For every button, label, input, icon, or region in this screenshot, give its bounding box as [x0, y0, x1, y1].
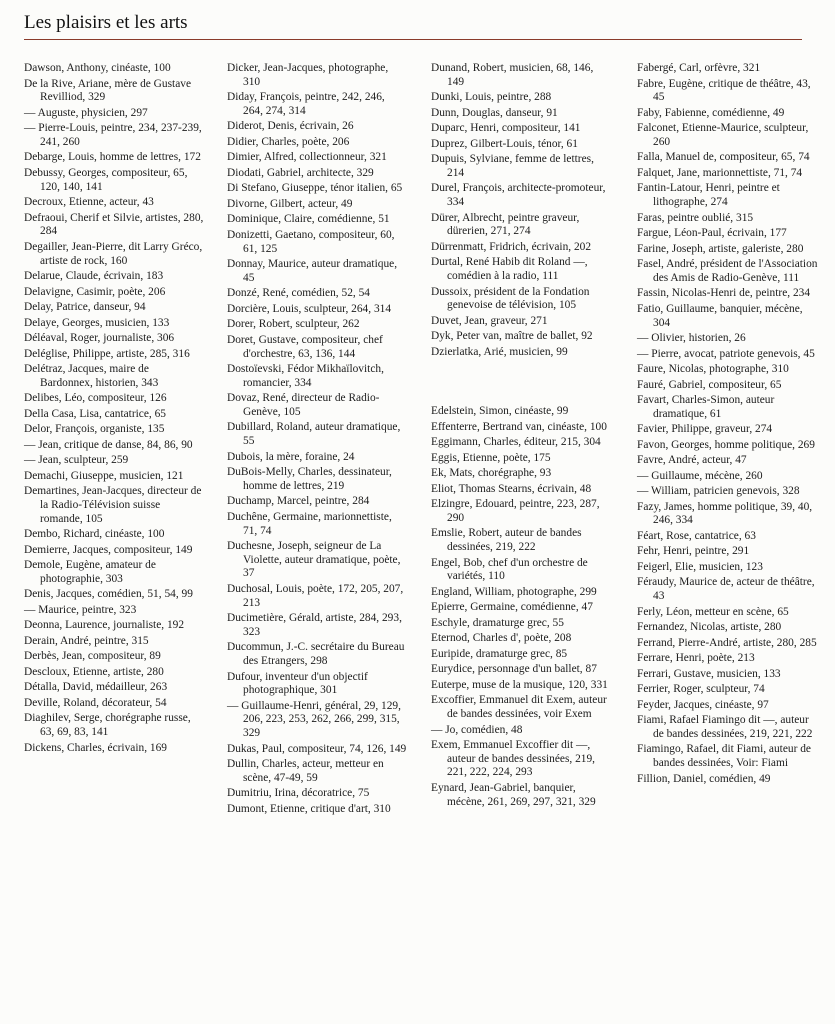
index-entry: Durtal, René Habib dit Roland —, comédien à la radio, 111 — [431, 256, 588, 283]
index-entry: Derbès, Jean, compositeur, 89 — [24, 650, 161, 663]
index-entry: Falconet, Etienne-Maurice, sculpteur, 260 — [637, 122, 809, 148]
index-entry: — William, patricien genevois, 328 — [637, 485, 800, 498]
index-entry: Deonna, Laurence, journaliste, 192 — [24, 619, 185, 632]
index-entry: Dunn, Douglas, danseur, 91 — [431, 106, 558, 119]
index-entry: Duparc, Henri, compositeur, 141 — [431, 122, 581, 135]
index-entry: Fabergé, Carl, orfèvre, 321 — [637, 62, 761, 74]
index-entry: — Pierre, avocat, patriote genevois, 45 — [637, 347, 815, 360]
index-entry: Duchosal, Louis, poète, 172, 205, 207, 213 — [227, 582, 404, 609]
index-entry: Dubillard, Roland, auteur dramatique, 55 — [227, 421, 401, 448]
index-entry: Favart, Charles-Simon, auteur dramatique, 61 — [637, 394, 775, 420]
index-entry: Dunki, Louis, peintre, 288 — [431, 91, 552, 104]
index-entry: Emslie, Robert, auteur de bandes dessinées, 219, 222 — [431, 527, 582, 554]
index-entry: Diodati, Gabriel, architecte, 329 — [227, 166, 374, 179]
index-entry: Ferly, Léon, metteur en scène, 65 — [637, 605, 789, 618]
index-entry: Ducimetière, Gérald, artiste, 284, 293, 323 — [227, 612, 402, 638]
header-rule — [24, 39, 802, 40]
letter-gap — [431, 361, 611, 405]
index-entry: Fiamingo, Rafael, dit Fiami, auteur de bandes dessinées, Voir: Fiami — [637, 743, 811, 770]
index-entry: Fillion, Daniel, comédien, 49 — [637, 772, 771, 785]
index-entry: Donizetti, Gaetano, compositeur, 60, 61, 125 — [227, 228, 395, 255]
index-column-3 — [431, 62, 611, 811]
index-entry: Feigerl, Elie, musicien, 123 — [637, 560, 763, 573]
index-entry: Eynard, Jean-Gabriel, banquier, mécène, 261, 269, 297, 321, 329 — [431, 781, 596, 808]
index-entry: Demierre, Jacques, compositeur, 149 — [24, 543, 193, 556]
page-header — [24, 10, 804, 36]
index-entry: Faby, Fabienne, comédienne, 49 — [637, 106, 785, 119]
index-entry: Dostoïevski, Fédor Mikhaïlovitch, romancier, 334 — [227, 363, 384, 389]
index-entry: Dimier, Alfred, collectionneur, 321 — [227, 151, 387, 164]
index-entry: Debarge, Louis, homme de lettres, 172 — [24, 151, 201, 164]
page-title: Les plaisirs et les arts — [24, 12, 188, 33]
index-entry: Edelstein, Simon, cinéaste, 99 — [431, 405, 569, 418]
index-entry: Favon, Georges, homme politique, 269 — [637, 438, 815, 451]
index-entry: Dupuis, Sylviane, femme de lettres, 214 — [431, 153, 594, 179]
index-entry: Ek, Mats, chorégraphe, 93 — [431, 467, 552, 480]
index-entry: Exem, Emmanuel Excoffier dit —, auteur de bandes dessinées, 219, 221, 222, 224, 293 — [431, 739, 596, 779]
index-entry: Delétraz, Jacques, maire de Bardonnex, historien, 343 — [24, 363, 159, 389]
index-entry: Eschyle, dramaturge grec, 55 — [431, 616, 564, 629]
index-entry: — Jean, sculpteur, 259 — [24, 454, 129, 467]
index-entry: Fauré, Gabriel, compositeur, 65 — [637, 378, 782, 391]
index-entry: Defraoui, Cherif et Silvie, artistes, 280, 284 — [24, 211, 204, 238]
index-entry: Dorer, Robert, sculpteur, 262 — [227, 318, 360, 331]
index-entry: — Olivier, historien, 26 — [637, 332, 746, 345]
index-entry: Di Stefano, Giuseppe, ténor italien, 65 — [227, 182, 403, 195]
index-entry: Delaye, Georges, musicien, 133 — [24, 316, 170, 329]
index-entry: Epierre, Germaine, comédienne, 47 — [431, 601, 593, 614]
index-entry: Deville, Roland, décorateur, 54 — [24, 696, 167, 709]
index-entry: Dzierlatka, Arié, musicien, 99 — [431, 345, 568, 358]
index-entry: Delavigne, Casimir, poète, 206 — [24, 285, 166, 298]
index-entry: Delarue, Claude, écrivain, 183 — [24, 270, 164, 283]
index-entry: Duchesne, Joseph, seigneur de La Violette, auteur dramatique, poète, 37 — [227, 540, 401, 580]
index-entry: Fazy, James, homme politique, 39, 40, 246, 334 — [637, 500, 813, 527]
index-entry: Effenterre, Bertrand van, cinéaste, 100 — [431, 420, 607, 433]
index-entry: Demole, Eugène, amateur de photographie, 303 — [24, 559, 156, 585]
index-entry: Eurydice, personnage d'un ballet, 87 — [431, 663, 597, 676]
index-entry: Dussoix, président de la Fondation genevoise de télévision, 105 — [431, 285, 590, 312]
index-entry: — Guillaume, mécène, 260 — [637, 469, 763, 482]
index-entry: Donzé, René, comédien, 52, 54 — [227, 287, 370, 300]
index-entry: Fabre, Eugène, critique de théâtre, 43, 45 — [637, 77, 811, 104]
index-entry: Descloux, Etienne, artiste, 280 — [24, 665, 164, 678]
index-entry: Ferrare, Henri, poète, 213 — [637, 652, 755, 665]
index-entry: Delay, Patrice, danseur, 94 — [24, 301, 146, 314]
index-entry: Denis, Jacques, comédien, 51, 54, 99 — [24, 588, 193, 601]
index-entry: Favier, Philippe, graveur, 274 — [637, 423, 773, 436]
index-entry: De la Rive, Ariane, mère de Gustave Revilliod, 329 — [24, 77, 191, 104]
index-entry: Diday, François, peintre, 242, 246, 264, 274, 314 — [227, 91, 385, 117]
index-entry: Ferrand, Pierre-André, artiste, 280, 285 — [637, 636, 817, 649]
index-entry: Féart, Rose, cantatrice, 63 — [637, 529, 756, 542]
index-entry: Détalla, David, médailleur, 263 — [24, 681, 168, 694]
index-entry: Déléaval, Roger, journaliste, 306 — [24, 332, 175, 345]
index-entry: Euripide, dramaturge grec, 85 — [431, 647, 568, 660]
index-entry: Duvet, Jean, graveur, 271 — [431, 314, 548, 327]
index-entry: Feyder, Jacques, cinéaste, 97 — [637, 698, 769, 711]
index-entry: Eggis, Etienne, poète, 175 — [431, 451, 551, 464]
index-entry: — Maurice, peintre, 323 — [24, 603, 137, 616]
index-entry: Ferrari, Gustave, musicien, 133 — [637, 667, 781, 680]
index-entry: Dullin, Charles, acteur, metteur en scène, 47-49, 59 — [227, 758, 384, 784]
index-entry: Faure, Nicolas, photographe, 310 — [637, 363, 789, 376]
index-entry: — Jo, comédien, 48 — [431, 723, 523, 736]
index-entry: — Guillaume-Henri, général, 29, 129, 206, 223, 253, 262, 266, 299, 315, 329 — [227, 699, 401, 740]
index-entry: Eternod, Charles d', poète, 208 — [431, 632, 572, 645]
index-entry: Fargue, Léon-Paul, écrivain, 177 — [637, 227, 787, 240]
index-entry: Doret, Gustave, compositeur, chef d'orchestre, 63, 136, 144 — [227, 333, 383, 360]
index-entry: Dickens, Charles, écrivain, 169 — [24, 741, 167, 754]
index-entry: Eliot, Thomas Stearns, écrivain, 48 — [431, 482, 592, 495]
index-entry: Fasel, André, président de l'Association des Amis de Radio-Genève, 111 — [637, 258, 818, 284]
index-entry: Fiami, Rafael Fiamingo dit —, auteur de bandes dessinées, 219, 221, 222 — [637, 714, 813, 740]
index-entry: Elzingre, Edouard, peintre, 223, 287, 290 — [431, 498, 600, 524]
index-entry: Faras, peintre oublié, 315 — [637, 211, 754, 224]
index-entry: Dorcière, Louis, sculpteur, 264, 314 — [227, 302, 392, 315]
index-entry: Degailler, Jean-Pierre, dit Larry Gréco, artiste de rock, 160 — [24, 240, 203, 267]
index-entry: Didier, Charles, poète, 206 — [227, 135, 350, 148]
index-entry: Engel, Bob, chef d'un orchestre de variétés, 110 — [431, 556, 588, 583]
index-column-2 — [227, 62, 407, 818]
index-entry: Della Casa, Lisa, cantatrice, 65 — [24, 407, 167, 420]
index-entry: Durel, François, architecte-promoteur, 334 — [431, 182, 606, 209]
index-entry: Debussy, Georges, compositeur, 65, 120, 140, 141 — [24, 166, 188, 193]
index-entry: Excoffier, Emmanuel dit Exem, auteur de bandes dessinées, voir Exem — [431, 694, 607, 721]
index-entry: — Jean, critique de danse, 84, 86, 90 — [24, 438, 193, 451]
index-entry: Falla, Manuel de, compositeur, 65, 74 — [637, 151, 810, 164]
index-entry: Dyk, Peter van, maître de ballet, 92 — [431, 330, 593, 343]
index-entry: Dufour, inventeur d'un objectif photographique, 301 — [227, 670, 368, 697]
index-entry: Ferrier, Roger, sculpteur, 74 — [637, 683, 765, 696]
index-column-4 — [637, 62, 822, 788]
index-entry: Dembo, Richard, cinéaste, 100 — [24, 528, 165, 541]
index-entry: Favre, André, acteur, 47 — [637, 454, 747, 467]
index-entry: Dumont, Etienne, critique d'art, 310 — [227, 802, 391, 815]
index-entry: Dominique, Claire, comédienne, 51 — [227, 213, 390, 226]
index-entry: England, William, photographe, 299 — [431, 585, 597, 598]
index-entry: Dicker, Jean-Jacques, photographe, 310 — [227, 62, 389, 88]
index-entry: Duchêne, Germaine, marionnettiste, 71, 74 — [227, 510, 392, 537]
index-entry: Féraudy, Maurice de, acteur de théâtre, 43 — [637, 576, 815, 603]
index-entry: Fatio, Guillaume, banquier, mécène, 304 — [637, 302, 803, 329]
index-entry: Diaghilev, Serge, chorégraphe russe, 63, 69, 83, 141 — [24, 712, 191, 739]
index-columns — [24, 62, 818, 1012]
index-entry: Dumitriu, Irina, décoratrice, 75 — [227, 787, 370, 800]
index-entry: Euterpe, muse de la musique, 120, 331 — [431, 678, 608, 691]
index-entry: Fantin-Latour, Henri, peintre et lithographe, 274 — [637, 182, 780, 209]
index-entry: Eggimann, Charles, éditeur, 215, 304 — [431, 436, 601, 449]
index-entry: Dukas, Paul, compositeur, 74, 126, 149 — [227, 742, 407, 755]
index-entry: Farine, Joseph, artiste, galeriste, 280 — [637, 242, 804, 255]
index-entry: Dovaz, René, directeur de Radio-Genève, 105 — [227, 392, 380, 418]
index-entry: — Auguste, physicien, 297 — [24, 106, 148, 119]
index-entry: Dürrenmatt, Fridrich, écrivain, 202 — [431, 240, 592, 253]
index-entry: Duprez, Gilbert-Louis, ténor, 61 — [431, 137, 578, 150]
index-entry: Falquet, Jane, marionnettiste, 71, 74 — [637, 166, 803, 179]
index-entry: Demachi, Giuseppe, musicien, 121 — [24, 469, 184, 482]
index-entry: Dubois, la mère, foraine, 24 — [227, 450, 355, 463]
index-entry: Dawson, Anthony, cinéaste, 100 — [24, 62, 171, 74]
index-entry: Donnay, Maurice, auteur dramatique, 45 — [227, 258, 398, 284]
index-entry: Divorne, Gilbert, acteur, 49 — [227, 197, 353, 210]
index-entry: Fernandez, Nicolas, artiste, 280 — [637, 621, 782, 634]
index-entry: Duchamp, Marcel, peintre, 284 — [227, 495, 370, 508]
index-entry: DuBois-Melly, Charles, dessinateur, homme de lettres, 219 — [227, 466, 392, 492]
index-entry: Diderot, Denis, écrivain, 26 — [227, 120, 354, 133]
index-entry: Demartines, Jean-Jacques, directeur de la Radio-Télévision suisse romande, 105 — [24, 485, 202, 525]
index-entry: Fassin, Nicolas-Henri de, peintre, 234 — [637, 287, 811, 300]
index-entry: Decroux, Etienne, acteur, 43 — [24, 196, 154, 209]
index-column-1 — [24, 62, 204, 757]
index-entry: Derain, André, peintre, 315 — [24, 634, 149, 647]
index-entry: Fehr, Henri, peintre, 291 — [637, 545, 750, 558]
index-entry: Ducommun, J.-C. secrétaire du Bureau des Etrangers, 298 — [227, 641, 405, 668]
index-entry: Dunand, Robert, musicien, 68, 146, 149 — [431, 62, 594, 88]
index-entry: Deléglise, Philippe, artiste, 285, 316 — [24, 347, 190, 360]
index-entry: Dürer, Albrecht, peintre graveur, dürerien, 271, 274 — [431, 211, 580, 238]
index-entry: Delibes, Léo, compositeur, 126 — [24, 392, 167, 405]
index-entry: — Pierre-Louis, peintre, 234, 237-239, 241, 260 — [24, 122, 202, 148]
index-entry: Delor, François, organiste, 135 — [24, 423, 165, 436]
